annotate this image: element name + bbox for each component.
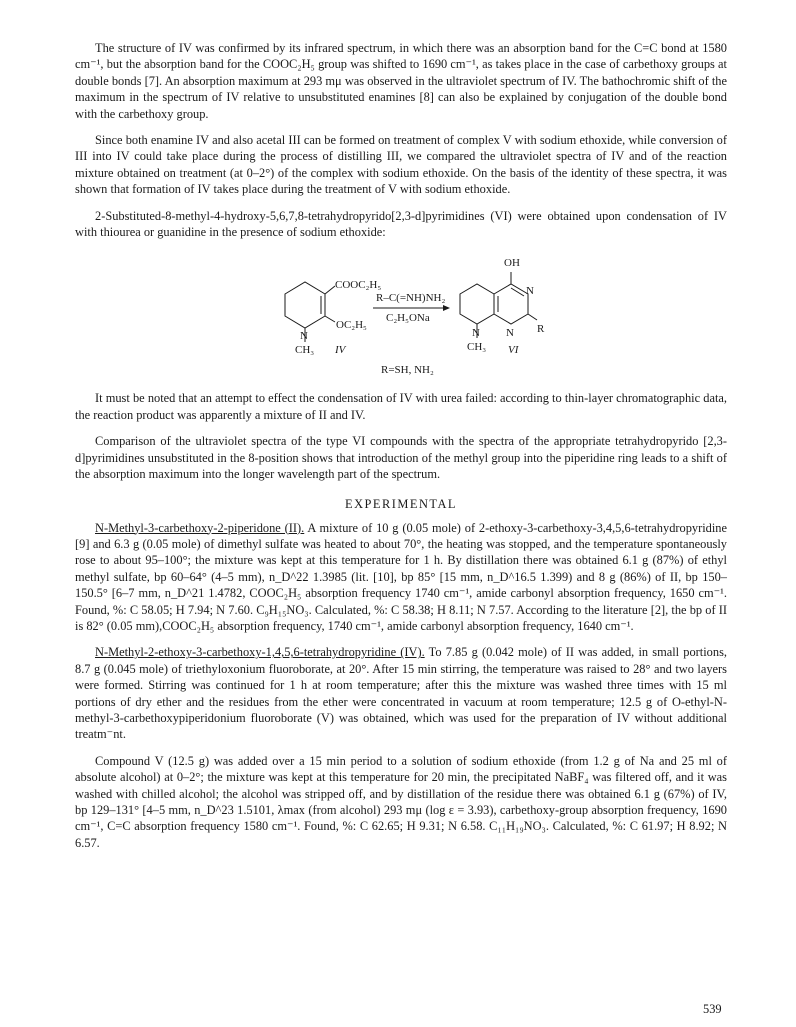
nitrogen-label-bottom-right: N [506,327,514,340]
paragraph-ir-spectrum: The structure of IV was confirmed by its infrared spectrum, in which there was an absorption band for the C=C bond at 1580 cm⁻¹, but the absorption band for the COOC₂H₅ group was shifted to 1690 cm⁻¹, as takes place in the case of carbethoxy groups at double bonds [7]. An absorption maximum at 293 mμ was observed in the ultraviolet spectrum of IV. The bathochromic shift of the maximum in the spectrum of IV relative to unsubstituted enamines [8] can also be explained by conjugation of the double bond with the carbethoxy group. [75,41,727,121]
compound-ii-procedure: A mixture of 10 g (0.05 mole) of 2-ethoxy-3-carbethoxy-3,4,5,6-tetrahydropyridine [9] and 6.3 g (0.05 mole) of dimethyl sulfate was heated to about 70°, the heating was stopped, and the temperature spontaneously rose to about 95–100°; the mixture was kept at this temperature for 1 h. By distillation there was obtained 6.1 g (87%) of ethyl methyl sulfate, bp 60–64° (4–5 mm), n_D^22 1.3985 (lit. [10], bp 85° [15 mm, n_D^16.5 1.399) and 8 g (86%) of II, bp 150–150.5° [6–7 mm, n_D^21 1.4782, COOC₂H₅ absorption frequency 1740 cm⁻¹, amide carbonyl absorption frequency, 1650 cm⁻¹. Found, %: C 58.05; H 7.94; N 7.60. C₉H₁₅NO₃. Calculated, %: C 58.38; H 8.11; N 7.57. According to the literature [2], the bp of II is 82° (0.05 mm),COOC₂H₅ absorption frequency, 1740 cm⁻¹, amide carbonyl absorption frequency, 1640 cm⁻¹. [75,520,727,633]
compound-ii-title: N-Methyl-3-carbethoxy-2-piperidone (II). [95,520,305,535]
paragraph-compound-v-treatment: Compound V (12.5 g) was added over a 15 min period to a solution of sodium ethoxide (from 1.2 g of Na and 25 ml of absolute alcohol) at 0–2°; the mixture was kept at this temperature for 20 min, the precipitated NaBF₄ was filtered off, and it was washed with chilled alcohol; the alcohol was stripped off, and by distillation of the residue there was obtained 6.1 g (67%) of IV, bp 129–131° [4–5 mm, n_D^23 1.5101, λmax (from alcohol) 293 mμ (log ε = 3.93), carbethoxy-group absorption frequency, 1690 cm⁻¹, C=C absorption frequency 1580 cm⁻¹. Found, %: C 62.65; H 9.31; N 6.58. C₁₁H₁₉NO₃. Calculated, %: C 61.97; H 8.92; N 6.57. [75,753,727,850]
paper-page [75,40,727,861]
section-heading-experimental: EXPERIMENTAL [345,496,457,511]
ethoxy-substituent: OC₂H₅ [336,319,367,332]
reaction-scheme [75,250,727,378]
carbethoxy-substituent: COOC₂H₅ [335,279,382,292]
paragraph-compound-ii [75,520,727,635]
nitrogen-label-ring: N [526,285,534,298]
compound-label-iv: IV [335,344,346,357]
paragraph-condensation-intro: 2-Substituted-8-methyl-4-hydroxy-5,6,7,8-tetrahydropyrido[2,3-d]pyrimidines (VI) were obtained upon condensation of IV with thiourea or guanidine in the presence of sodium ethoxide: [75,208,727,240]
r-group-label: R [537,323,545,336]
methyl-label-left: CH₃ [295,344,315,357]
paragraph-uv-comparison: Since both enamine IV and also acetal III can be formed on treatment of complex V with sodium ethoxide, while conversion of III into IV could take place during the process of distilling III, we compared the ultraviolet spectra of IV and of the reaction mixture obtained on treatment (at 0–2°) of the complex with sodium ethoxide. On the basis of the identity of these spectra, it was shown that formation of IV takes place during the treatment of V with sodium ethoxide. [75,133,727,197]
methyl-label-right: CH₃ [467,341,487,354]
paragraph-compound-iv [75,644,727,742]
reaction-scheme-drawing [255,250,555,378]
compound-iv-procedure: To 7.85 g (0.042 mole) of II was added, in small portions, 8.7 g (0.045 mole) of triethyloxonium fluoroborate, at 20°. After 15 min stirring, the temperature was raised to 28° and two layers were formed. Stirring was continued for 1 h at room temperature; after this the mixture was washed three times with 15 ml portions of dry ether and the residues from the ether were concentrated in vacuum at room temperature; 12.5 g of O-ethyl-N-methyl-3-carbethoxypiperidonium fluoroborate (V) was obtained, which was used for the preparation of IV without additional treatm⁻nt. [75,645,727,742]
reagent-sodium-ethoxide: C₂H₅ONa [386,312,430,325]
r-group-definition: R=SH, NH₂ [381,364,434,377]
nitrogen-label-left: N [300,330,308,343]
reagent-amidine: R–C(=NH)NH₂ [376,292,446,305]
nitrogen-label-bottom-left: N [472,327,480,340]
paragraph-uv-spectra: Comparison of the ultraviolet spectra of the type VI compounds with the spectra of the appropriate tetrahydropyrido [2,3-d]pyrimidines unsubstituted in the 8-position shows that introduction of the methyl group into the piperidine ring leads to a shift of the absorption maximum into the longer wavelength part of the spectrum. [75,434,727,482]
hydroxyl-label: OH [504,257,520,270]
paragraph-urea-attempt: It must be noted that an attempt to effect the condensation of IV with urea failed: according to thin-layer chromatographic data, the reaction product was apparently a mixture of II and IV. [75,391,727,422]
compound-label-vi: VI [508,344,519,357]
compound-iv-title: N-Methyl-2-ethoxy-3-carbethoxy-1,4,5,6-tetrahydropyridine (IV). [95,645,425,660]
page-number: 539 [703,1002,722,1016]
